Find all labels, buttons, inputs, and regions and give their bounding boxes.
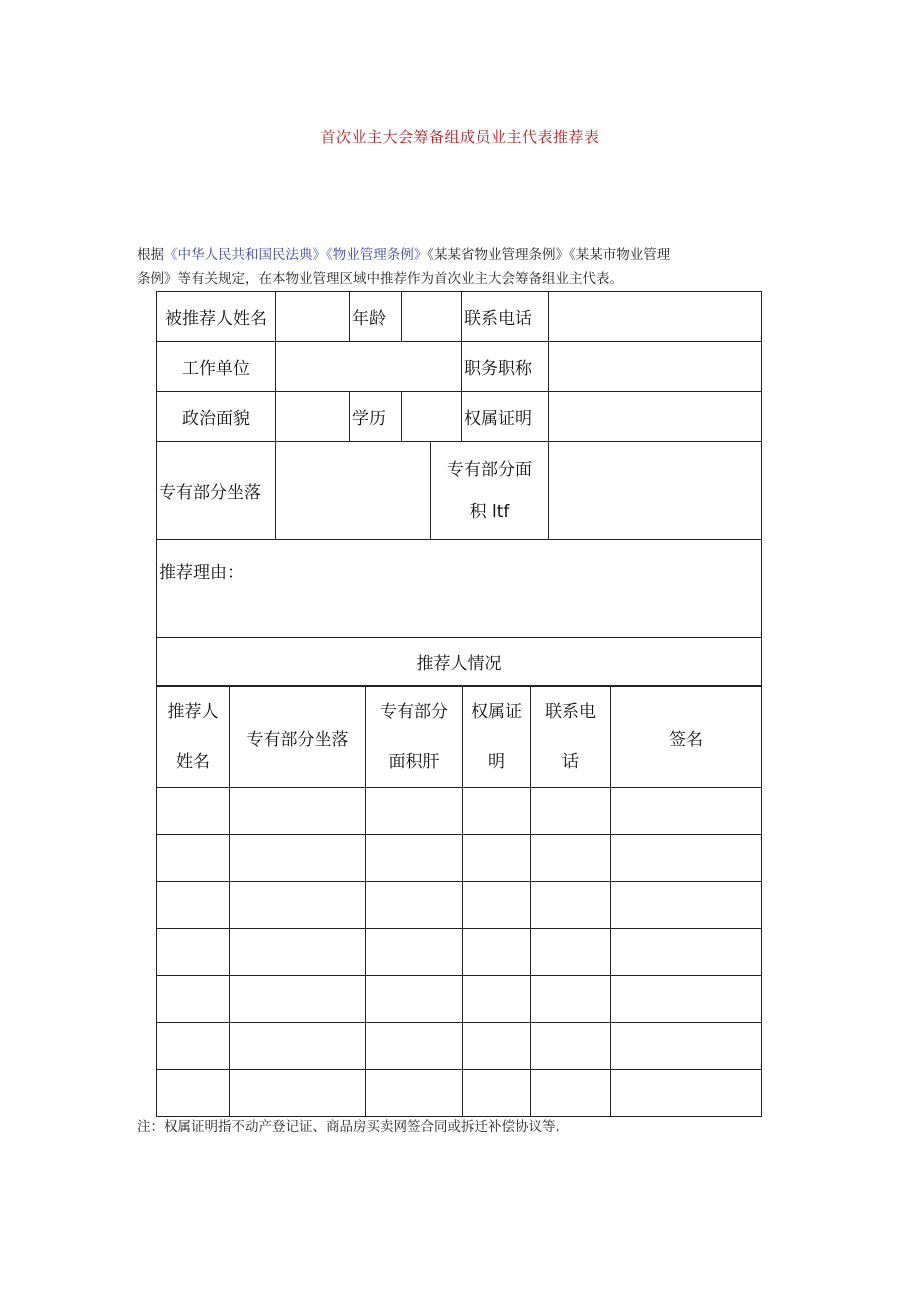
ownership-field[interactable] (549, 392, 762, 442)
col-area-line2: 面积肝 (388, 752, 440, 772)
ownership-label: 权属证明 (462, 392, 549, 442)
employer-label: 工作单位 (157, 342, 276, 392)
education-field[interactable] (402, 392, 462, 442)
intro-rest-line1: 《某某省物业管理条例》《某某市物业管理 (427, 247, 671, 263)
table-cell[interactable] (531, 1070, 611, 1117)
table-cell[interactable] (157, 976, 230, 1023)
table-row (157, 929, 762, 976)
position-field[interactable] (549, 342, 762, 392)
col-area (366, 687, 463, 788)
col-signature: 签名 (611, 687, 762, 788)
footnote: 注：权属证明指不动产登记证、商品房买卖网签合同或拆迁补偿协议等. (137, 1119, 560, 1135)
nominee-name-label: 被推荐人姓名 (157, 292, 276, 342)
table-cell[interactable] (611, 976, 762, 1023)
law-property-regulation: 《物业管理条例》 (326, 247, 428, 263)
table-cell[interactable] (157, 1070, 230, 1117)
employer-field[interactable] (276, 342, 462, 392)
political-field[interactable] (276, 392, 350, 442)
table-cell[interactable] (463, 929, 531, 976)
table-cell[interactable] (463, 835, 531, 882)
col-ownership (463, 687, 531, 788)
table-cell[interactable] (230, 1023, 366, 1070)
table-cell[interactable] (611, 1070, 762, 1117)
table-cell[interactable] (366, 976, 463, 1023)
col-ownership-line1: 权属证 (471, 702, 522, 722)
col-recommender-name (157, 687, 230, 788)
table-cell[interactable] (230, 929, 366, 976)
intro-prefix: 根据 (137, 247, 164, 263)
nominee-table (156, 291, 762, 686)
table-row (157, 835, 762, 882)
col-location: 专有部分坐落 (230, 687, 366, 788)
phone-field[interactable] (549, 292, 762, 342)
table-cell[interactable] (157, 788, 230, 835)
table-cell[interactable] (157, 1023, 230, 1070)
table-cell[interactable] (531, 835, 611, 882)
form-title: 首次业主大会筹备组成员业主代表推荐表 (320, 128, 600, 146)
position-label: 职务职称 (462, 342, 549, 392)
table-cell[interactable] (230, 1070, 366, 1117)
table-cell[interactable] (366, 1070, 463, 1117)
area-label (431, 442, 549, 540)
table-cell[interactable] (230, 976, 366, 1023)
table-cell[interactable] (611, 1023, 762, 1070)
table-cell[interactable] (611, 788, 762, 835)
col-phone-line2: 话 (562, 752, 579, 772)
table-cell[interactable] (230, 788, 366, 835)
reason-cell[interactable] (157, 540, 762, 638)
location-field[interactable] (276, 442, 431, 540)
table-cell[interactable] (611, 835, 762, 882)
table-cell[interactable] (463, 1070, 531, 1117)
table-row (157, 976, 762, 1023)
intro-paragraph (137, 243, 762, 291)
col-ownership-line2: 明 (488, 752, 505, 772)
intro-rest-line2: 条例》等有关规定，在本物业管理区域中推荐作为首次业主大会筹备组业主代表。 (137, 271, 623, 287)
recommenders-header: 推荐人情况 (157, 638, 762, 686)
phone-label: 联系电话 (462, 292, 549, 342)
table-cell[interactable] (157, 835, 230, 882)
table-cell[interactable] (230, 882, 366, 929)
table-cell[interactable] (531, 882, 611, 929)
table-row (157, 788, 762, 835)
col-phone-line1: 联系电 (545, 702, 596, 722)
area-label-line1: 专有部分面 (447, 459, 532, 480)
table-cell[interactable] (366, 882, 463, 929)
table-row (157, 882, 762, 929)
table-cell[interactable] (157, 882, 230, 929)
table-cell[interactable] (531, 788, 611, 835)
political-label: 政治面貌 (157, 392, 276, 442)
reason-label: 推荐理由： (159, 563, 244, 583)
table-cell[interactable] (531, 976, 611, 1023)
col-phone (531, 687, 611, 788)
table-cell[interactable] (230, 835, 366, 882)
table-cell[interactable] (157, 929, 230, 976)
table-cell[interactable] (531, 929, 611, 976)
table-row (157, 1023, 762, 1070)
table-row (157, 1070, 762, 1117)
col-recommender-name-line2: 姓名 (176, 752, 210, 772)
table-cell[interactable] (366, 788, 463, 835)
table-cell[interactable] (463, 976, 531, 1023)
area-field[interactable] (549, 442, 762, 540)
nominee-name-field[interactable] (276, 292, 350, 342)
col-recommender-name-line1: 推荐人 (167, 702, 219, 722)
law-civil-code: 《中华人民共和国民法典》 (164, 247, 326, 263)
table-cell[interactable] (463, 788, 531, 835)
education-label: 学历 (350, 392, 402, 442)
age-label: 年龄 (350, 292, 402, 342)
table-cell[interactable] (463, 882, 531, 929)
table-cell[interactable] (611, 929, 762, 976)
area-label-line2: 积 ltf (469, 501, 510, 522)
table-cell[interactable] (366, 929, 463, 976)
table-cell[interactable] (611, 882, 762, 929)
table-cell[interactable] (366, 1023, 463, 1070)
table-cell[interactable] (531, 1023, 611, 1070)
table-cell[interactable] (366, 835, 463, 882)
col-area-line1: 专有部分 (380, 702, 448, 722)
recommender-table (156, 686, 762, 1117)
location-label: 专有部分坐落 (157, 442, 276, 540)
table-cell[interactable] (463, 1023, 531, 1070)
age-field[interactable] (402, 292, 462, 342)
